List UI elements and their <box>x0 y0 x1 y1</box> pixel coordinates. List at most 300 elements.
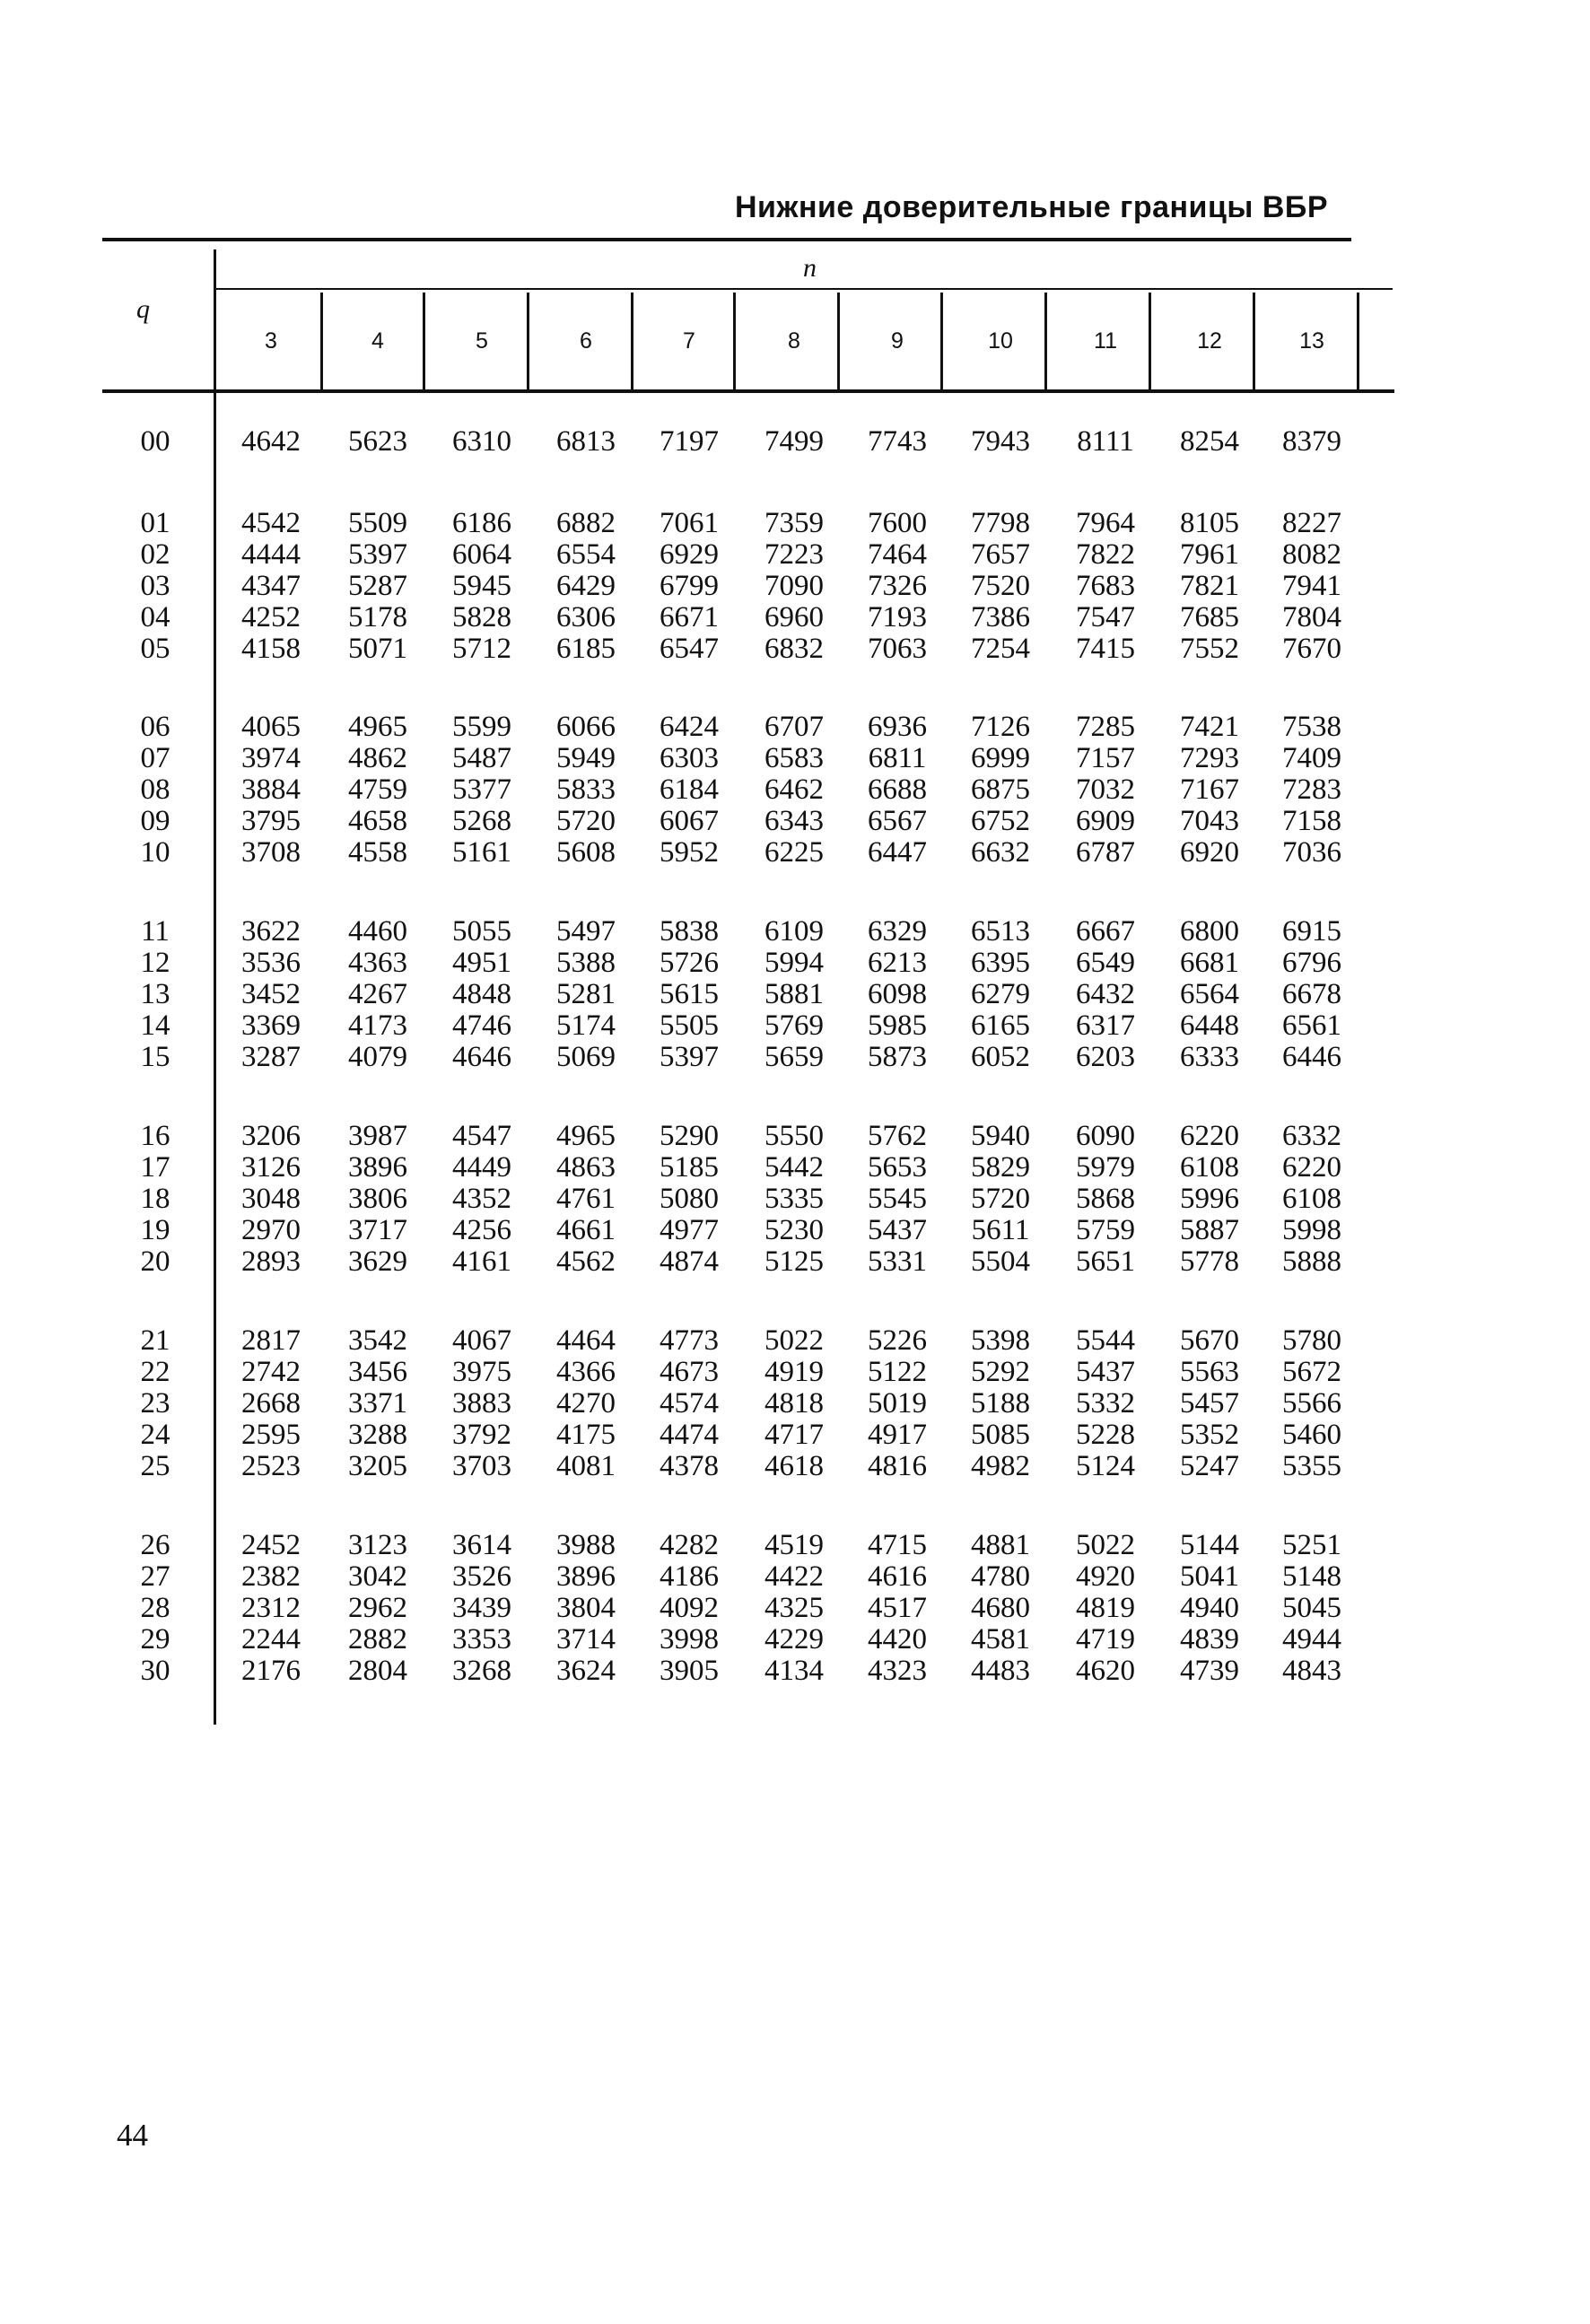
table-cell: 2962 <box>348 1592 407 1624</box>
table-cell: 5720 <box>556 805 616 837</box>
table-cell: 4839 <box>1180 1623 1239 1656</box>
table-cell: 5985 <box>868 1009 927 1042</box>
table-cell: 5952 <box>660 836 719 869</box>
row-label-q: 28 <box>140 1592 170 1624</box>
table-cell: 4965 <box>556 1120 616 1152</box>
table-cell: 4780 <box>971 1560 1030 1593</box>
table-row <box>0 978 1590 1010</box>
table-cell: 5174 <box>556 1009 616 1042</box>
table-cell: 8111 <box>1077 425 1134 458</box>
table-cell: 4366 <box>556 1356 616 1388</box>
table-cell: 7941 <box>1282 570 1341 602</box>
row-label-q: 22 <box>140 1356 170 1388</box>
table-cell: 7685 <box>1180 601 1239 633</box>
table-cell: 4773 <box>660 1324 719 1357</box>
table-row <box>0 507 1590 539</box>
table-cell: 6462 <box>764 773 824 806</box>
table-cell: 5769 <box>764 1009 824 1042</box>
table-row <box>0 1592 1590 1624</box>
table-cell: 7547 <box>1076 601 1135 633</box>
table-row <box>0 1324 1590 1357</box>
table-cell: 6424 <box>660 711 719 743</box>
table-cell: 3048 <box>241 1183 301 1215</box>
table-cell: 4323 <box>868 1655 927 1687</box>
table-cell: 6067 <box>660 805 719 837</box>
table-cell: 4363 <box>348 947 407 979</box>
table-cell: 5868 <box>1076 1183 1135 1215</box>
table-cell: 3708 <box>241 836 301 869</box>
table-cell: 5124 <box>1076 1450 1135 1482</box>
table-cell: 4661 <box>556 1214 616 1246</box>
table-cell: 5720 <box>971 1183 1030 1215</box>
table-cell: 6800 <box>1180 915 1239 948</box>
table-cell: 4940 <box>1180 1592 1239 1624</box>
table-cell: 3896 <box>348 1151 407 1184</box>
table-cell: 4517 <box>868 1592 927 1624</box>
table-cell: 5332 <box>1076 1387 1135 1420</box>
table-cell: 4642 <box>241 425 301 458</box>
table-cell: 5670 <box>1180 1324 1239 1357</box>
table-cell: 7499 <box>764 425 824 458</box>
table-row <box>0 915 1590 948</box>
table-cell: 7043 <box>1180 805 1239 837</box>
table-cell: 7552 <box>1180 633 1239 665</box>
table-cell: 5838 <box>660 915 719 948</box>
table-cell: 4161 <box>452 1245 511 1278</box>
column-header-n-13: 13 <box>1299 328 1324 354</box>
table-row <box>0 633 1590 665</box>
table-cell: 5651 <box>1076 1245 1135 1278</box>
table-cell: 4620 <box>1076 1655 1135 1687</box>
table-cell: 6929 <box>660 538 719 571</box>
table-cell: 6220 <box>1180 1120 1239 1152</box>
table-cell: 4739 <box>1180 1655 1239 1687</box>
table-cell: 6279 <box>971 978 1030 1010</box>
column-separator <box>733 293 736 389</box>
table-cell: 6513 <box>971 915 1030 948</box>
table-cell: 4715 <box>868 1529 927 1561</box>
table-cell: 5994 <box>764 947 824 979</box>
table-cell: 7743 <box>868 425 927 458</box>
table-cell: 3714 <box>556 1623 616 1656</box>
table-cell: 6632 <box>971 836 1030 869</box>
table-row <box>0 1041 1590 1073</box>
table-cell: 4965 <box>348 711 407 743</box>
table-cell: 5148 <box>1282 1560 1341 1593</box>
table-cell: 4944 <box>1282 1623 1341 1656</box>
table-cell: 6561 <box>1282 1009 1341 1042</box>
table-cell: 4352 <box>452 1183 511 1215</box>
table-cell: 4378 <box>660 1450 719 1482</box>
row-label-q: 08 <box>140 773 170 806</box>
table-cell: 3287 <box>241 1041 301 1073</box>
row-label-q: 00 <box>140 425 170 458</box>
table-cell: 4618 <box>764 1450 824 1482</box>
table-cell: 2523 <box>241 1450 301 1482</box>
row-label-q: 11 <box>141 915 170 948</box>
table-cell: 5544 <box>1076 1324 1135 1357</box>
table-cell: 4574 <box>660 1387 719 1420</box>
table-cell: 7157 <box>1076 742 1135 774</box>
row-label-q: 17 <box>140 1151 170 1184</box>
table-row <box>0 1356 1590 1388</box>
table-cell: 2176 <box>241 1655 301 1687</box>
table-cell: 6678 <box>1282 978 1341 1010</box>
table-cell: 3268 <box>452 1655 511 1687</box>
table-cell: 3806 <box>348 1183 407 1215</box>
column-separator <box>837 293 840 389</box>
table-cell: 5829 <box>971 1151 1030 1184</box>
table-cell: 5828 <box>452 601 511 633</box>
table-row <box>0 570 1590 602</box>
table-cell: 5080 <box>660 1183 719 1215</box>
table-cell: 4474 <box>660 1419 719 1451</box>
table-cell: 4256 <box>452 1214 511 1246</box>
table-cell: 4581 <box>971 1623 1030 1656</box>
table-cell: 7964 <box>1076 507 1135 539</box>
table-cell: 2244 <box>241 1623 301 1656</box>
table-cell: 6184 <box>660 773 719 806</box>
table-cell: 8082 <box>1282 538 1341 571</box>
table-cell: 3629 <box>348 1245 407 1278</box>
table-cell: 7193 <box>868 601 927 633</box>
row-label-q: 25 <box>140 1450 170 1482</box>
row-label-q: 27 <box>140 1560 170 1593</box>
table-cell: 6999 <box>971 742 1030 774</box>
column-header-n-9: 9 <box>891 328 904 354</box>
table-cell: 6549 <box>1076 947 1135 979</box>
table-cell: 6547 <box>660 633 719 665</box>
row-label-q: 23 <box>140 1387 170 1420</box>
table-cell: 3717 <box>348 1214 407 1246</box>
table-cell: 2312 <box>241 1592 301 1624</box>
table-cell: 5615 <box>660 978 719 1010</box>
table-cell: 6329 <box>868 915 927 948</box>
table-cell: 7961 <box>1180 538 1239 571</box>
table-cell: 5778 <box>1180 1245 1239 1278</box>
table-row <box>0 947 1590 979</box>
table-cell: 5188 <box>971 1387 1030 1420</box>
table-cell: 2742 <box>241 1356 301 1388</box>
table-cell: 5497 <box>556 915 616 948</box>
table-cell: 4920 <box>1076 1560 1135 1593</box>
table-cell: 6811 <box>868 742 927 774</box>
table-cell: 3884 <box>241 773 301 806</box>
table-cell: 5022 <box>1076 1529 1135 1561</box>
table-cell: 4982 <box>971 1450 1030 1482</box>
table-cell: 6671 <box>660 601 719 633</box>
table-cell: 5122 <box>868 1356 927 1388</box>
row-label-q: 01 <box>140 507 170 539</box>
table-cell: 5022 <box>764 1324 824 1357</box>
table-cell: 4067 <box>452 1324 511 1357</box>
table-cell: 3703 <box>452 1450 511 1482</box>
table-cell: 5281 <box>556 978 616 1010</box>
table-cell: 4562 <box>556 1245 616 1278</box>
table-cell: 4917 <box>868 1419 927 1451</box>
table-cell: 5247 <box>1180 1450 1239 1482</box>
column-separator <box>423 293 425 389</box>
table-cell: 7464 <box>868 538 927 571</box>
table-cell: 3896 <box>556 1560 616 1593</box>
table-cell: 3998 <box>660 1623 719 1656</box>
table-row <box>0 711 1590 743</box>
row-label-q: 19 <box>140 1214 170 1246</box>
table-cell: 6936 <box>868 711 927 743</box>
table-cell: 5397 <box>348 538 407 571</box>
column-separator <box>1357 293 1359 389</box>
table-cell: 4252 <box>241 601 301 633</box>
table-cell: 6333 <box>1180 1041 1239 1073</box>
table-cell: 7063 <box>868 633 927 665</box>
table-cell: 7283 <box>1282 773 1341 806</box>
table-cell: 7386 <box>971 601 1030 633</box>
table-cell: 6832 <box>764 633 824 665</box>
table-row <box>0 1387 1590 1420</box>
table-cell: 5726 <box>660 947 719 979</box>
column-header-n-10: 10 <box>988 328 1013 354</box>
table-cell: 5833 <box>556 773 616 806</box>
table-cell: 4816 <box>868 1450 927 1482</box>
table-cell: 5550 <box>764 1120 824 1152</box>
table-cell: 4158 <box>241 633 301 665</box>
table-cell: 6317 <box>1076 1009 1135 1042</box>
table-cell: 3353 <box>452 1623 511 1656</box>
table-cell: 7421 <box>1180 711 1239 743</box>
table-cell: 4863 <box>556 1151 616 1184</box>
table-cell: 6447 <box>868 836 927 869</box>
table-cell: 6213 <box>868 947 927 979</box>
table-cell: 7821 <box>1180 570 1239 602</box>
table-cell: 5509 <box>348 507 407 539</box>
table-cell: 4558 <box>348 836 407 869</box>
table-cell: 6915 <box>1282 915 1341 948</box>
table-cell: 5762 <box>868 1120 927 1152</box>
table-cell: 4719 <box>1076 1623 1135 1656</box>
table-cell: 5780 <box>1282 1324 1341 1357</box>
table-cell: 5228 <box>1076 1419 1135 1451</box>
table-cell: 4134 <box>764 1655 824 1687</box>
page-title: Нижние доверительные границы ВБР <box>734 190 1328 224</box>
table-row <box>0 601 1590 633</box>
table-cell: 4848 <box>452 978 511 1010</box>
table-cell: 5071 <box>348 633 407 665</box>
table-cell: 3206 <box>241 1120 301 1152</box>
table-cell: 2817 <box>241 1324 301 1357</box>
row-label-q: 05 <box>140 633 170 665</box>
table-cell: 5377 <box>452 773 511 806</box>
column-separator <box>1253 293 1255 389</box>
table-cell: 6098 <box>868 978 927 1010</box>
table-cell: 5045 <box>1282 1592 1341 1624</box>
table-cell: 5998 <box>1282 1214 1341 1246</box>
table-cell: 4449 <box>452 1151 511 1184</box>
table-cell: 5041 <box>1180 1560 1239 1593</box>
table-cell: 5331 <box>868 1245 927 1278</box>
table-cell: 3205 <box>348 1450 407 1482</box>
table-cell: 5881 <box>764 978 824 1010</box>
table-cell: 7798 <box>971 507 1030 539</box>
table-cell: 6787 <box>1076 836 1135 869</box>
table-cell: 6064 <box>452 538 511 571</box>
table-cell: 5623 <box>348 425 407 458</box>
table-cell: 3536 <box>241 947 301 979</box>
table-row <box>0 538 1590 571</box>
table-cell: 4282 <box>660 1529 719 1561</box>
table-row <box>0 1151 1590 1184</box>
table-row <box>0 836 1590 869</box>
column-header-n-4: 4 <box>371 328 384 354</box>
header-bottom-rule <box>102 389 1394 393</box>
table-cell: 4680 <box>971 1592 1030 1624</box>
table-cell: 3042 <box>348 1560 407 1593</box>
table-cell: 6909 <box>1076 805 1135 837</box>
column-separator <box>940 293 943 389</box>
table-cell: 7326 <box>868 570 927 602</box>
table-cell: 4547 <box>452 1120 511 1152</box>
table-cell: 2595 <box>241 1419 301 1451</box>
table-cell: 3369 <box>241 1009 301 1042</box>
table-cell: 5653 <box>868 1151 927 1184</box>
table-cell: 5945 <box>452 570 511 602</box>
table-cell: 7804 <box>1282 601 1341 633</box>
table-cell: 4186 <box>660 1560 719 1593</box>
table-cell: 4759 <box>348 773 407 806</box>
table-cell: 6882 <box>556 507 616 539</box>
table-cell: 4717 <box>764 1419 824 1451</box>
table-row <box>0 1450 1590 1482</box>
table-cell: 3526 <box>452 1560 511 1593</box>
table-cell: 5888 <box>1282 1245 1341 1278</box>
row-label-q: 06 <box>140 711 170 743</box>
table-cell: 4673 <box>660 1356 719 1388</box>
column-separator <box>1044 293 1047 389</box>
table-cell: 4819 <box>1076 1592 1135 1624</box>
n-header-rule <box>215 288 1393 290</box>
table-cell: 4919 <box>764 1356 824 1388</box>
table-cell: 6165 <box>971 1009 1030 1042</box>
table-cell: 7293 <box>1180 742 1239 774</box>
table-cell: 6429 <box>556 570 616 602</box>
column-separator <box>631 293 633 389</box>
table-cell: 4843 <box>1282 1655 1341 1687</box>
table-cell: 5566 <box>1282 1387 1341 1420</box>
table-cell: 2668 <box>241 1387 301 1420</box>
table-cell: 2804 <box>348 1655 407 1687</box>
table-cell: 3614 <box>452 1529 511 1561</box>
table-cell: 6448 <box>1180 1009 1239 1042</box>
column-header-n-6: 6 <box>580 328 592 354</box>
table-cell: 5672 <box>1282 1356 1341 1388</box>
table-cell: 3987 <box>348 1120 407 1152</box>
table-cell: 6920 <box>1180 836 1239 869</box>
table-row <box>0 1419 1590 1451</box>
column-header-n-8: 8 <box>788 328 800 354</box>
table-cell: 3974 <box>241 742 301 774</box>
table-cell: 3371 <box>348 1387 407 1420</box>
table-cell: 6066 <box>556 711 616 743</box>
table-cell: 7197 <box>660 425 719 458</box>
table-cell: 5563 <box>1180 1356 1239 1388</box>
table-cell: 6203 <box>1076 1041 1135 1073</box>
table-cell: 4173 <box>348 1009 407 1042</box>
table-cell: 4267 <box>348 978 407 1010</box>
table-cell: 7409 <box>1282 742 1341 774</box>
table-cell: 5949 <box>556 742 616 774</box>
row-label-q: 18 <box>140 1183 170 1215</box>
row-label-q: 03 <box>140 570 170 602</box>
table-cell: 5460 <box>1282 1419 1341 1451</box>
table-cell: 5437 <box>868 1214 927 1246</box>
table-row <box>0 742 1590 774</box>
table-cell: 3792 <box>452 1419 511 1451</box>
table-cell: 3542 <box>348 1324 407 1357</box>
row-label-q: 30 <box>140 1655 170 1687</box>
table-cell: 4444 <box>241 538 301 571</box>
table-cell: 4658 <box>348 805 407 837</box>
table-cell: 4464 <box>556 1324 616 1357</box>
row-label-q: 10 <box>140 836 170 869</box>
table-row <box>0 1623 1590 1656</box>
table-row <box>0 1183 1590 1215</box>
table-cell: 5759 <box>1076 1214 1135 1246</box>
column-separator <box>320 293 323 389</box>
table-cell: 5873 <box>868 1041 927 1073</box>
row-label-q: 07 <box>140 742 170 774</box>
table-cell: 5545 <box>868 1183 927 1215</box>
table-cell: 6310 <box>452 425 511 458</box>
table-cell: 4325 <box>764 1592 824 1624</box>
table-cell: 6960 <box>764 601 824 633</box>
table-cell: 6185 <box>556 633 616 665</box>
table-cell: 5290 <box>660 1120 719 1152</box>
table-cell: 6796 <box>1282 947 1341 979</box>
column-header-n-11: 11 <box>1094 328 1117 354</box>
table-cell: 4874 <box>660 1245 719 1278</box>
table-cell: 5659 <box>764 1041 824 1073</box>
table-cell: 5161 <box>452 836 511 869</box>
table-cell: 7285 <box>1076 711 1135 743</box>
row-label-q: 20 <box>140 1245 170 1278</box>
table-row <box>0 1655 1590 1687</box>
row-label-q: 09 <box>140 805 170 837</box>
table-cell: 3622 <box>241 915 301 948</box>
table-cell: 4081 <box>556 1450 616 1482</box>
table-cell: 3439 <box>452 1592 511 1624</box>
table-cell: 6343 <box>764 805 824 837</box>
table-cell: 8227 <box>1282 507 1341 539</box>
table-cell: 2893 <box>241 1245 301 1278</box>
table-cell: 3883 <box>452 1387 511 1420</box>
table-cell: 5069 <box>556 1041 616 1073</box>
table-cell: 7943 <box>971 425 1030 458</box>
table-cell: 4862 <box>348 742 407 774</box>
column-separator <box>1149 293 1151 389</box>
table-cell: 6395 <box>971 947 1030 979</box>
table-cell: 5085 <box>971 1419 1030 1451</box>
table-cell: 6583 <box>764 742 824 774</box>
table-cell: 5268 <box>452 805 511 837</box>
table-cell: 5457 <box>1180 1387 1239 1420</box>
table-cell: 5226 <box>868 1324 927 1357</box>
table-cell: 4347 <box>241 570 301 602</box>
column-group-label: n <box>803 253 817 283</box>
table-cell: 5505 <box>660 1009 719 1042</box>
table-cell: 7600 <box>868 507 927 539</box>
table-cell: 4065 <box>241 711 301 743</box>
table-cell: 6090 <box>1076 1120 1135 1152</box>
table-cell: 5712 <box>452 633 511 665</box>
